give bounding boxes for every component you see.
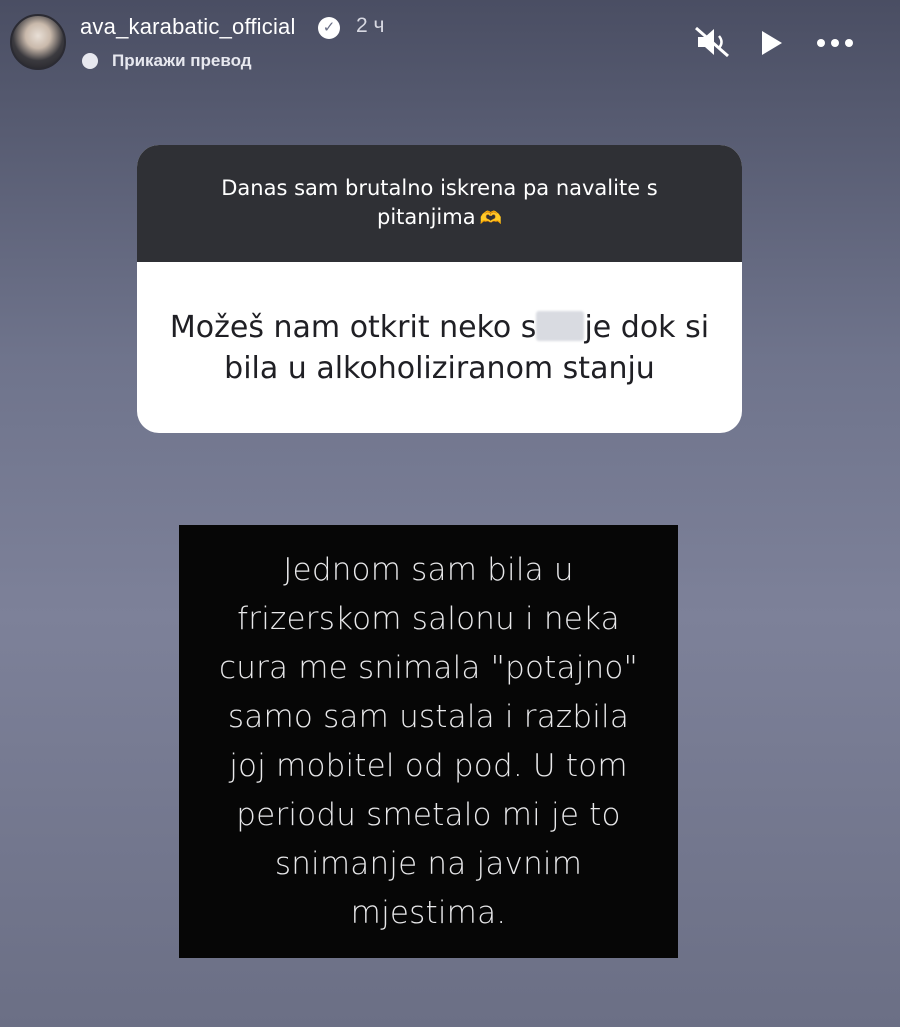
question-text-part1: Možeš nam otkrit neko s	[169, 309, 537, 345]
mute-icon[interactable]	[692, 24, 732, 60]
story-header	[0, 0, 900, 90]
answer-text-box	[179, 525, 678, 958]
translate-icon	[82, 53, 98, 69]
avatar[interactable]	[10, 14, 66, 70]
answer-text: Jednom sam bila u frizerskom salonu i neka cura me snimala "potajno" samo sam ustala i razbila joj mobitel od pod. U tom periodu smetalo mi je to snimanje na javnim mjestima.	[218, 551, 639, 931]
verified-icon: ✓	[318, 17, 340, 39]
more-icon[interactable]	[812, 28, 858, 58]
post-time: 2 ч	[356, 14, 385, 37]
question-prompt-area	[137, 145, 742, 262]
play-icon[interactable]	[756, 28, 786, 58]
question-prompt-text: Danas sam brutalno iskrena pa navalite s pitanjima	[221, 176, 658, 229]
question-text-part2: je dok si bila u alkoholiziranom stanju	[224, 309, 710, 386]
question-answer-area	[137, 262, 742, 433]
username[interactable]: ava_karabatic_official	[80, 14, 296, 39]
translate-label: Прикажи превод	[112, 51, 252, 70]
question-text	[160, 307, 720, 389]
question-sticker[interactable]	[137, 145, 742, 433]
heart-hands-emoji: 🫶	[479, 208, 502, 229]
censor-blur	[536, 311, 584, 341]
question-prompt	[185, 174, 695, 233]
